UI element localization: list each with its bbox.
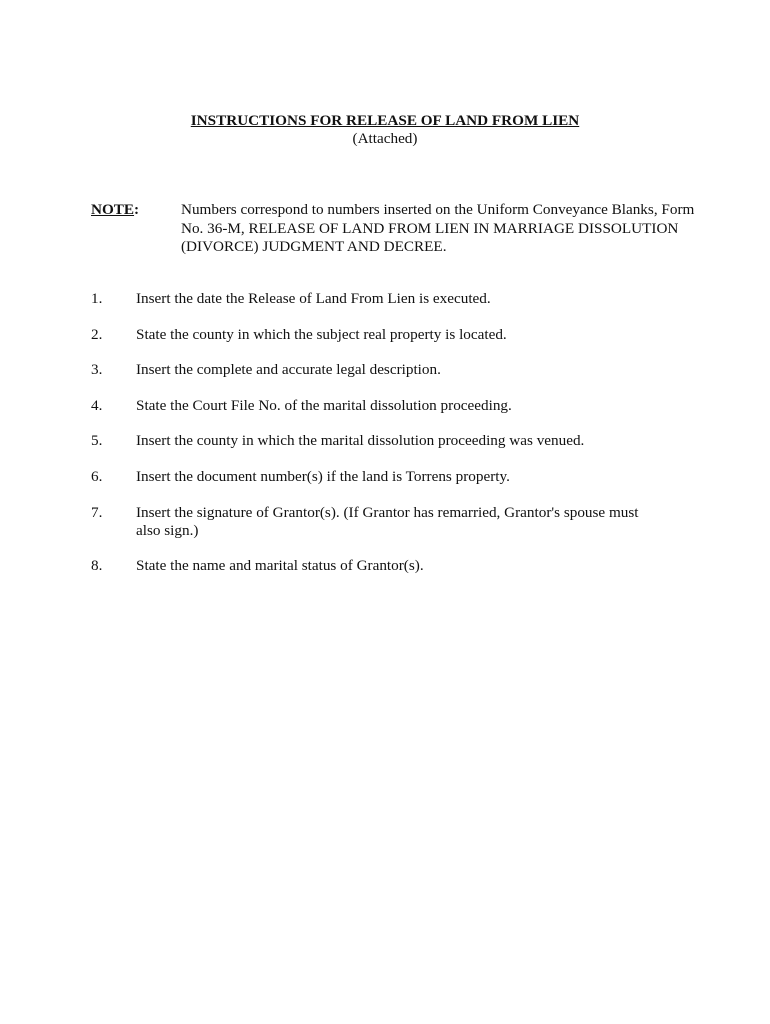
note-text: Numbers correspond to numbers inserted on the Uniform Conveyance Blanks, Form No. 36-M, RELEASE OF LAND FROM LIEN IN MARRIAGE DISSOLUTION (DIVORCE) JUDGMENT AND DECREE. — [181, 201, 695, 255]
list-item-number: 5. — [91, 432, 103, 449]
list-item-text: Insert the complete and accurate legal description. — [136, 361, 441, 378]
list-item-number: 8. — [91, 557, 103, 574]
note-label — [91, 201, 139, 219]
list-item-number: 2. — [91, 326, 103, 343]
list-item-text: State the county in which the subject real property is located. — [136, 326, 507, 343]
list-item-text: State the name and marital status of Grantor(s). — [136, 557, 424, 574]
document-title: INSTRUCTIONS FOR RELEASE OF LAND FROM LIEN — [190, 112, 580, 129]
list-item-number: 7. — [91, 504, 103, 521]
list-item-text: Insert the date the Release of Land From Lien is executed. — [136, 290, 491, 307]
list-item-number: 4. — [91, 397, 103, 414]
document-subtitle: (Attached) — [352, 130, 418, 147]
list-item-text: State the Court File No. of the marital dissolution proceeding. — [136, 397, 512, 414]
list-item-text: Insert the document number(s) if the land is Torrens property. — [136, 468, 510, 485]
list-item-text: Insert the county in which the marital dissolution proceeding was venued. — [136, 432, 585, 449]
list-item-text: Insert the signature of Grantor(s). (If Grantor has remarried, Grantor's spouse must also sign.) — [136, 504, 639, 539]
note-label-colon: : — [134, 201, 140, 218]
list-item-number: 1. — [91, 290, 103, 307]
list-item-number: 6. — [91, 468, 103, 485]
list-item-number: 3. — [91, 361, 103, 378]
note-label-text: NOTE — [91, 201, 135, 218]
